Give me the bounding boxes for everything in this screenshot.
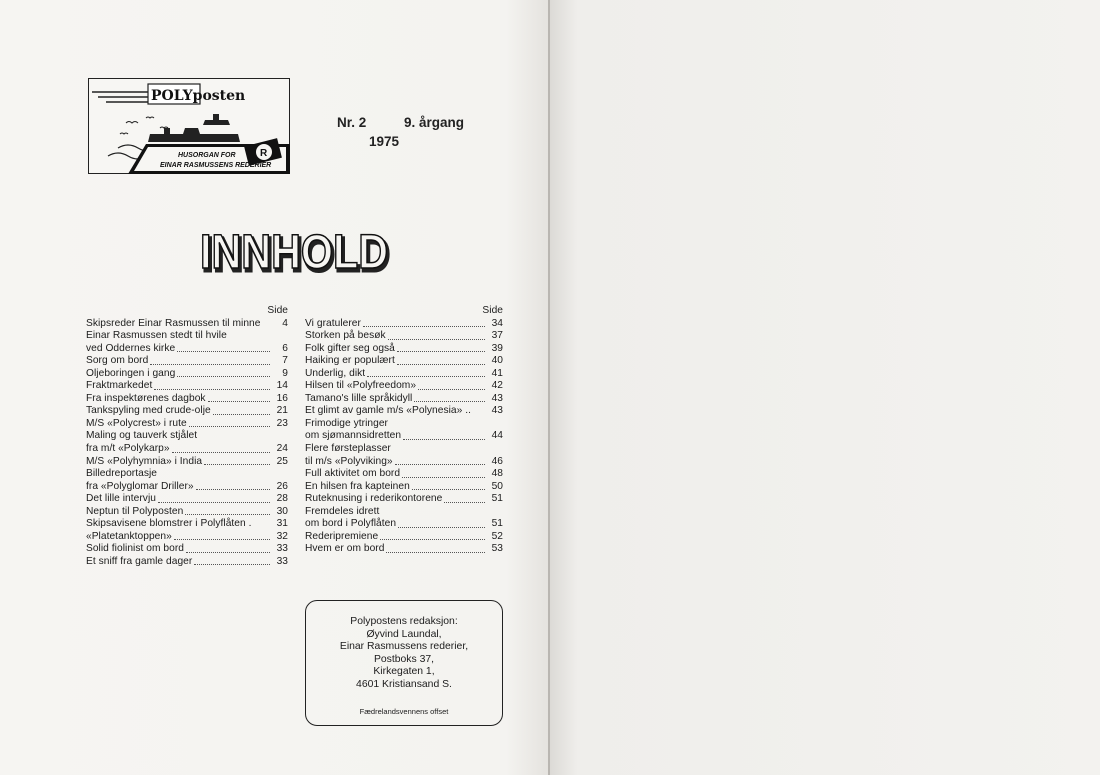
toc-right-column xyxy=(305,305,503,556)
logo-wordmark: POLYposten xyxy=(151,88,246,104)
toc-entry xyxy=(86,543,288,556)
toc-leader-dots xyxy=(174,538,270,540)
toc-entry-page: 39 xyxy=(491,342,503,354)
toc-entry-title: Neptun til Polyposten xyxy=(86,505,184,517)
toc-leader-dots xyxy=(150,363,270,365)
toc-entry-page: 40 xyxy=(491,355,503,367)
toc-entry-title: Solid fiolinist om bord xyxy=(86,543,184,555)
emblem-letter: R xyxy=(260,148,268,159)
toc-leader-dots xyxy=(208,400,270,402)
toc-entry xyxy=(86,506,288,519)
toc-entry xyxy=(305,493,503,506)
toc-leader-dots xyxy=(403,438,485,440)
toc-entry-title: Et glimt av gamle m/s «Polynesia» .. xyxy=(305,405,471,417)
toc-leader-dots xyxy=(363,325,485,327)
toc-entry: Einar Rasmussen stedt til hvile xyxy=(86,330,227,342)
toc-left-column xyxy=(86,305,288,568)
toc-entry xyxy=(86,518,288,531)
toc-entry-title: Vi gratulerer xyxy=(305,317,361,329)
toc-entry-title: M/S «Polycrest» i rute xyxy=(86,417,187,429)
toc-leader-dots xyxy=(185,513,270,515)
toc-entry-title: Skipsreder Einar Rasmussen til minne xyxy=(86,317,261,329)
toc-entry xyxy=(305,343,503,356)
toc-entry-title: Folk gifter seg også xyxy=(305,342,395,354)
toc-entry-page: 14 xyxy=(276,380,288,392)
toc-leader-dots xyxy=(367,375,485,377)
toc-entry-title: Hvem er om bord xyxy=(305,543,385,555)
toc-entry-page: 33 xyxy=(276,543,288,555)
toc-entry-title: Full aktivitet om bord xyxy=(305,468,401,480)
toc-entry-page: 9 xyxy=(282,367,288,379)
toc-entry-page: 41 xyxy=(491,367,503,379)
toc-entry-page: 23 xyxy=(276,417,288,429)
toc-entry xyxy=(86,493,288,506)
toc-leader-dots xyxy=(397,363,485,365)
toc-entry xyxy=(86,393,288,406)
toc-leader-dots xyxy=(473,414,485,415)
toc-leader-dots xyxy=(172,451,270,453)
toc-entry-page: 51 xyxy=(491,518,503,530)
toc-leader-dots xyxy=(154,388,270,390)
toc-entry-page: 48 xyxy=(491,468,503,480)
toc-entry xyxy=(86,405,288,418)
toc-entry-title: Underlig, dikt xyxy=(305,367,366,379)
toc-leader-dots xyxy=(412,488,485,490)
toc-entry xyxy=(86,531,288,544)
toc-entry xyxy=(86,318,288,331)
toc-page-header: Side xyxy=(482,305,503,316)
toc-entry-page: 31 xyxy=(276,518,288,530)
title-text: INNHOLD xyxy=(200,226,388,279)
toc-leader-dots xyxy=(402,476,485,478)
toc-entry-page: 28 xyxy=(276,493,288,505)
toc-entry-page: 37 xyxy=(491,330,503,342)
toc-entry: Billedreportasje xyxy=(86,468,158,480)
toc-entry-title: Sorg om bord xyxy=(86,355,149,367)
toc-leader-dots xyxy=(194,563,270,565)
toc-entry-page: 4 xyxy=(282,317,288,329)
colophon-line: Kirkegaten 1, xyxy=(373,666,435,678)
toc-entry: Flere førsteplasser xyxy=(305,443,391,455)
colophon-line: Postboks 37, xyxy=(373,653,435,665)
toc-entry-title: M/S «Polyhymnia» i India xyxy=(86,455,203,467)
masthead-illustration xyxy=(88,78,290,174)
toc-entry-title: Tankspyling med crude-olje xyxy=(86,405,211,417)
toc-entry-title: Storken på besøk xyxy=(305,330,386,342)
toc-entry xyxy=(86,481,288,494)
colophon-line: 4601 Kristiansand S. xyxy=(356,678,452,690)
toc-entry-page: 33 xyxy=(276,555,288,567)
toc-entry-page: 46 xyxy=(491,455,503,467)
toc-leader-dots xyxy=(189,425,270,427)
toc-leader-dots xyxy=(398,526,485,528)
toc-entry-title: «Platetanktoppen» xyxy=(86,530,172,542)
toc-entry-title: Rederipremiene xyxy=(305,530,379,542)
toc-entry-title: fra «Polyglomar Driller» xyxy=(86,480,194,492)
toc-leader-dots xyxy=(186,551,270,553)
toc-entry: Fremdeles idrett xyxy=(305,505,380,517)
colophon-box xyxy=(305,600,503,726)
toc-leader-dots xyxy=(380,538,485,540)
toc-entry-title: Haiking er populært xyxy=(305,355,395,367)
toc-entry-page: 42 xyxy=(491,380,503,392)
toc-entry-page: 43 xyxy=(491,392,503,404)
toc-entry-title: En hilsen fra kapteinen xyxy=(305,480,410,492)
toc-entry-page: 16 xyxy=(276,392,288,404)
toc-entry xyxy=(86,418,288,431)
toc-entry-title: Hilsen til «Polyfreedom» xyxy=(305,380,417,392)
toc-entry-page: 34 xyxy=(491,317,503,329)
toc-entry xyxy=(86,456,288,469)
colophon-line: Einar Rasmussens rederier, xyxy=(339,641,469,653)
toc-entry xyxy=(305,368,503,381)
toc-entry xyxy=(305,531,503,544)
toc-entry-page: 43 xyxy=(491,405,503,417)
toc-entry-title: Fra inspektørenes dagbok xyxy=(86,392,206,404)
toc-entry-title: om sjømannsidretten xyxy=(305,430,402,442)
toc-entry-page: 30 xyxy=(276,505,288,517)
toc-entry xyxy=(305,518,503,531)
toc-entry xyxy=(305,468,503,481)
toc-entry: Maling og tauverk stjålet xyxy=(86,430,198,442)
toc-leader-dots xyxy=(388,338,485,340)
toc-entry xyxy=(305,481,503,494)
toc-entry xyxy=(305,393,503,406)
toc-entry-page: 26 xyxy=(276,480,288,492)
toc-entry xyxy=(86,343,288,356)
toc-entry-title: Tamano's lille språkidyll xyxy=(305,392,413,404)
toc-entry xyxy=(86,355,288,368)
toc-entry-page: 51 xyxy=(491,493,503,505)
toc-leader-dots xyxy=(397,350,485,352)
issue-volume: 9. årgang xyxy=(404,115,465,130)
issue-year: 1975 xyxy=(369,134,400,149)
toc-entry xyxy=(305,355,503,368)
toc-leader-dots xyxy=(418,388,485,390)
toc-entry-title: Ruteknusing i rederikontorene xyxy=(305,493,443,505)
toc-entry xyxy=(305,330,503,343)
printer-credit: Fædrelandsvennens offset xyxy=(359,706,449,716)
toc-entry-page: 52 xyxy=(491,530,503,542)
toc-entry-title: om bord i Polyflåten xyxy=(305,518,397,530)
toc-entry-title: fra m/t «Polykarp» xyxy=(86,443,170,455)
issue-number: Nr. 2 xyxy=(337,115,367,130)
polyposten-masthead xyxy=(88,78,290,174)
toc-entry xyxy=(86,443,288,456)
toc-leader-dots xyxy=(204,463,270,465)
toc-leader-dots xyxy=(213,413,270,415)
toc-leader-dots xyxy=(395,463,485,465)
toc-entry xyxy=(86,380,288,393)
toc-entry-title: Fraktmarkedet xyxy=(86,380,153,392)
toc-entry xyxy=(86,368,288,381)
masthead-subtitle-1: HUSORGAN FOR xyxy=(178,152,236,159)
toc-leader-dots xyxy=(177,350,270,352)
toc-leader-dots xyxy=(196,488,270,490)
toc-entry: Frimodige ytringer xyxy=(305,417,388,429)
toc-entry xyxy=(305,543,503,556)
toc-leader-dots xyxy=(386,551,485,553)
toc-entry-title: Et sniff fra gamle dager xyxy=(86,555,193,567)
toc-page-header: Side xyxy=(267,305,288,316)
right-page xyxy=(550,0,1100,775)
toc-leader-dots xyxy=(254,527,271,528)
toc-leader-dots xyxy=(444,501,485,503)
toc-entry-page: 6 xyxy=(282,342,288,354)
toc-entry-page: 32 xyxy=(276,530,288,542)
toc-entry-page: 44 xyxy=(491,430,503,442)
toc-entry-page: 7 xyxy=(282,355,288,367)
toc-entry xyxy=(305,405,503,418)
toc-entry-title: Oljeboringen i gang xyxy=(86,367,176,379)
masthead-subtitle-2: EINAR RASMUSSENS REDERIER xyxy=(160,162,272,169)
toc-entry-page: 50 xyxy=(491,480,503,492)
page-title xyxy=(198,221,398,279)
toc-entry xyxy=(305,318,503,331)
toc-entry-page: 24 xyxy=(276,443,288,455)
toc-entry-page: 25 xyxy=(276,455,288,467)
toc-leader-dots xyxy=(158,501,270,503)
toc-leader-dots xyxy=(177,375,270,377)
toc-entry xyxy=(305,456,503,469)
toc-entry xyxy=(305,380,503,393)
toc-entry-page: 21 xyxy=(276,405,288,417)
toc-entry-page: 53 xyxy=(491,543,503,555)
toc-entry-title: Skipsavisene blomstrer i Polyflåten . xyxy=(86,518,252,530)
toc-leader-dots xyxy=(414,400,485,402)
toc-leader-dots xyxy=(263,326,271,327)
toc-entry-title: ved Oddernes kirke xyxy=(86,342,176,354)
title-shadow: INNHOLD xyxy=(202,229,390,279)
colophon-line: Polypostens redaksjon: xyxy=(350,616,458,627)
toc-entry xyxy=(305,430,503,443)
toc-entry xyxy=(86,556,288,569)
toc-entry-title: til m/s «Polyviking» xyxy=(305,455,393,467)
toc-entry-title: Det lille intervju xyxy=(86,493,156,505)
colophon-line: Øyvind Laundal, xyxy=(366,628,442,640)
